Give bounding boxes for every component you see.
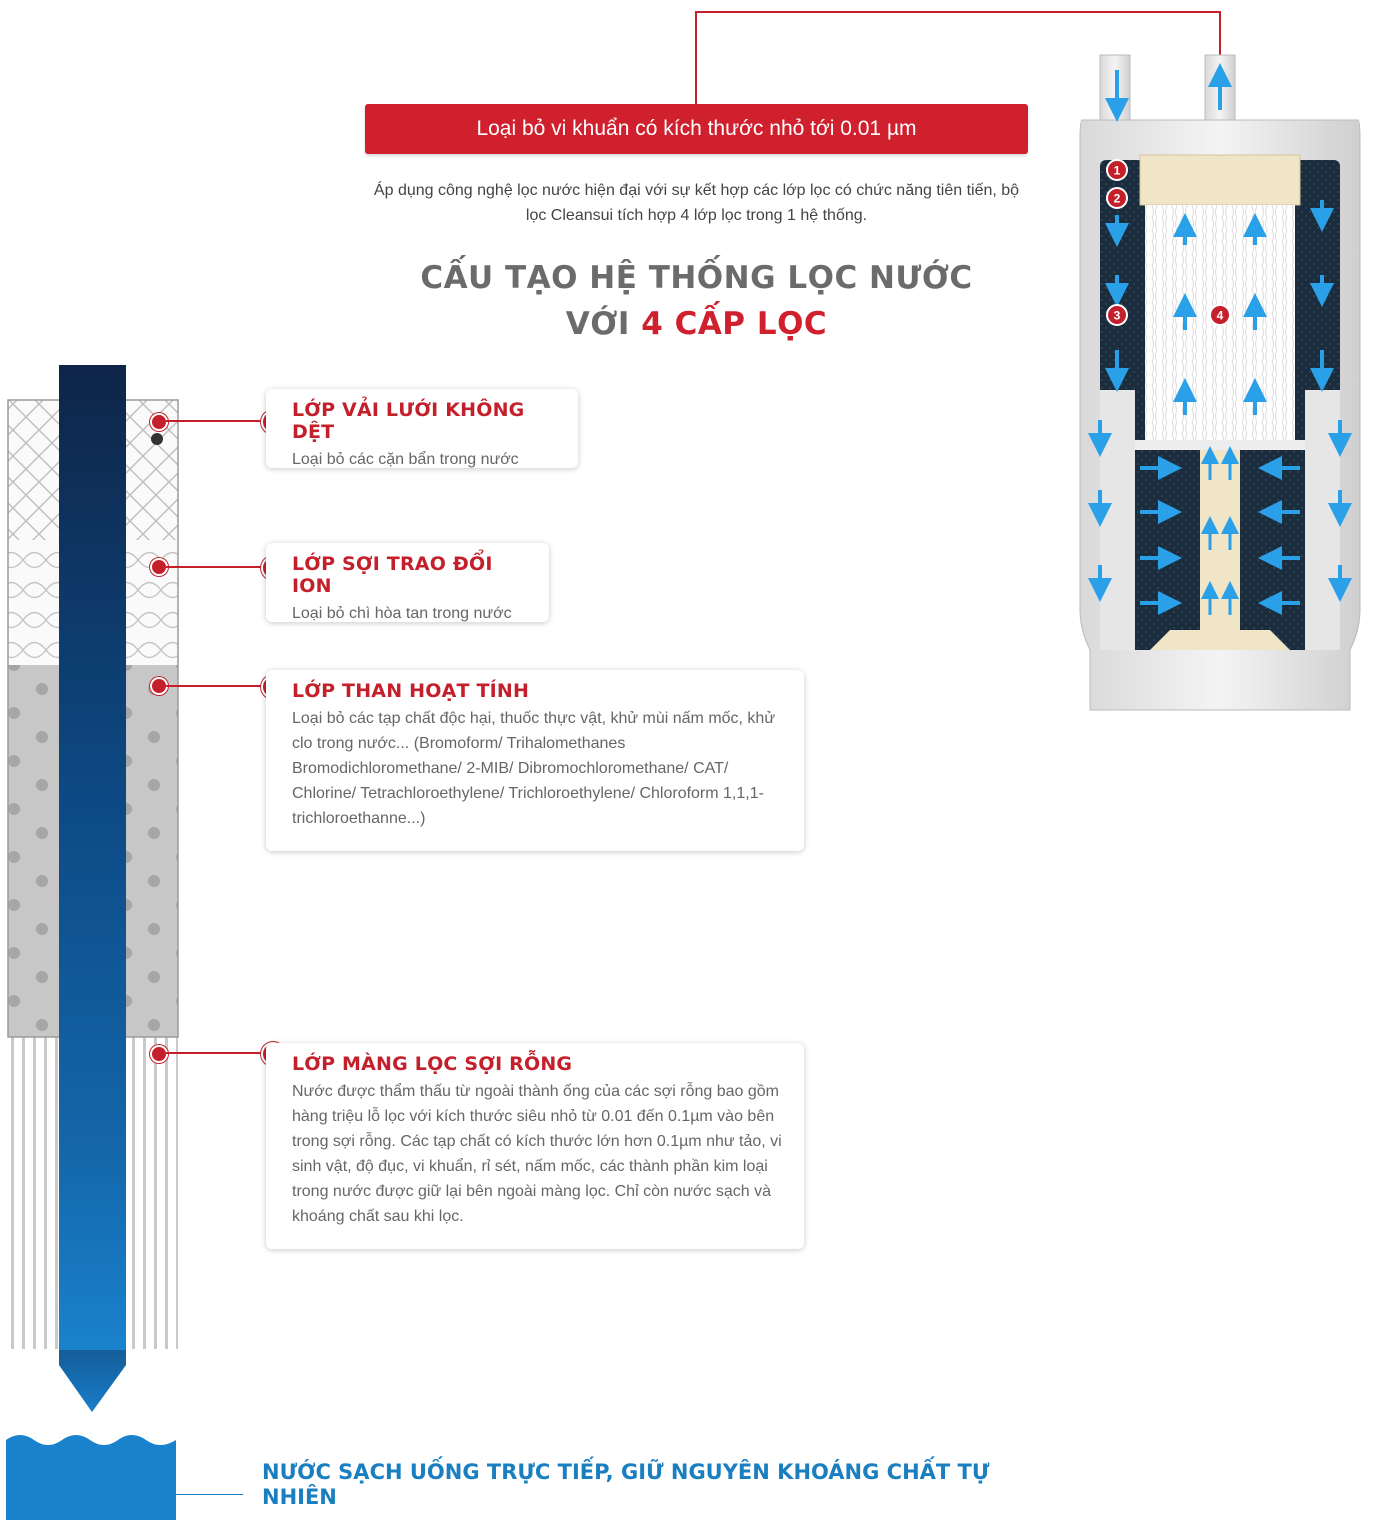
layer-3-line [166, 685, 266, 687]
clean-water-icon [6, 1430, 186, 1520]
diagram-marker-4 [1210, 305, 1230, 325]
layer-4-dot [150, 1045, 168, 1063]
layer-3-card [266, 670, 804, 851]
layer-1-title: LỚP VẢI LƯỚI KHÔNG DỆT [292, 399, 525, 443]
title-line-1: CẤU TẠO HỆ THỐNG LỌC NƯỚC [420, 260, 973, 296]
filter-layers-column [0, 365, 190, 1425]
diagram-marker-3-label: 3 [1113, 308, 1121, 323]
layer-4-line [166, 1052, 266, 1054]
diagram-marker-2-label: 2 [1113, 191, 1121, 206]
layer-2-card [266, 543, 549, 622]
diagram-marker-3 [1107, 305, 1127, 325]
intro-paragraph: Áp dụng công nghệ lọc nước hiện đại với sự kết hợp các lớp lọc có chức năng tiên tiến, bộ lọc Cleansui tích hợp 4 lớp lọc trong 1 hệ thống. [373, 182, 1020, 224]
layer-1-card [266, 389, 578, 468]
layer-3-title: LỚP THAN HOẠT TÍNH [292, 680, 530, 702]
diagram-marker-1 [1107, 160, 1127, 180]
top-banner [365, 104, 1028, 154]
water-core [59, 365, 126, 1350]
layer-1-line [166, 420, 266, 422]
bottom-connector [165, 1494, 243, 1495]
page-title [365, 255, 1028, 347]
banner-text: Loại bỏ vi khuẩn có kích thước nhỏ tới 0.01 µm [476, 117, 917, 140]
bottom-tagline: NƯỚC SẠCH UỐNG TRỰC TIẾP, GIỮ NGUYÊN KHOÁNG CHẤT TỰ NHIÊN [262, 1460, 990, 1509]
diagram-marker-2 [1107, 188, 1127, 208]
layer-2-desc: Loại bỏ chì hòa tan trong nước [292, 605, 512, 622]
layer-1-desc: Loại bỏ các cặn bẩn trong nước [292, 451, 519, 468]
title-line-2-prefix: VỚI [565, 306, 642, 342]
layer-3-desc: Loại bỏ các tạp chất độc hại, thuốc thực vật, khử mùi nấm mốc, khử clo trong nước... (Bromoform/ Trihalomethanes Bromodichloromethane/ 2-MIB/ Dibromochloromethane/ CAT/ Chlorine/ Tetrachloroethylene/ Trichloroethylene/ Chloroform 1,1,1-trichloroethanne...) [292, 710, 776, 827]
layer-1-dot [150, 413, 168, 431]
layer-4-card [266, 1043, 804, 1249]
layer-2-line [166, 566, 266, 568]
diagram-marker-1-label: 1 [1113, 163, 1121, 178]
cartridge-cross-section [1060, 50, 1380, 715]
layer-4-title: LỚP MÀNG LỌC SỢI RỖNG [292, 1053, 573, 1075]
diagram-marker-4-label: 4 [1216, 308, 1224, 323]
title-line-2-highlight: 4 CẤP LỌC [641, 306, 828, 342]
layer-4-desc: Nước được thẩm thấu từ ngoài thành ống của các sợi rỗng bao gồm hàng triệu lỗ lọc với kích thước siêu nhỏ từ 0.01 đến 0.1µm vào bên trong sợi rỗng. Các tạp chất có kích thước lớn hơn 0.1µm như tảo, vi sinh vật, độ đục, vi khuẩn, rỉ sét, nấm mốc, các thành phần kim loại trong nước được giữ lại bên ngoài màng lọc. Chỉ còn nước sạch và khoáng chất sau khi lọc. [292, 1083, 782, 1225]
title-line-2 [365, 301, 1028, 347]
layer-2-title: LỚP SỢI TRAO ĐỔI ION [292, 553, 493, 597]
